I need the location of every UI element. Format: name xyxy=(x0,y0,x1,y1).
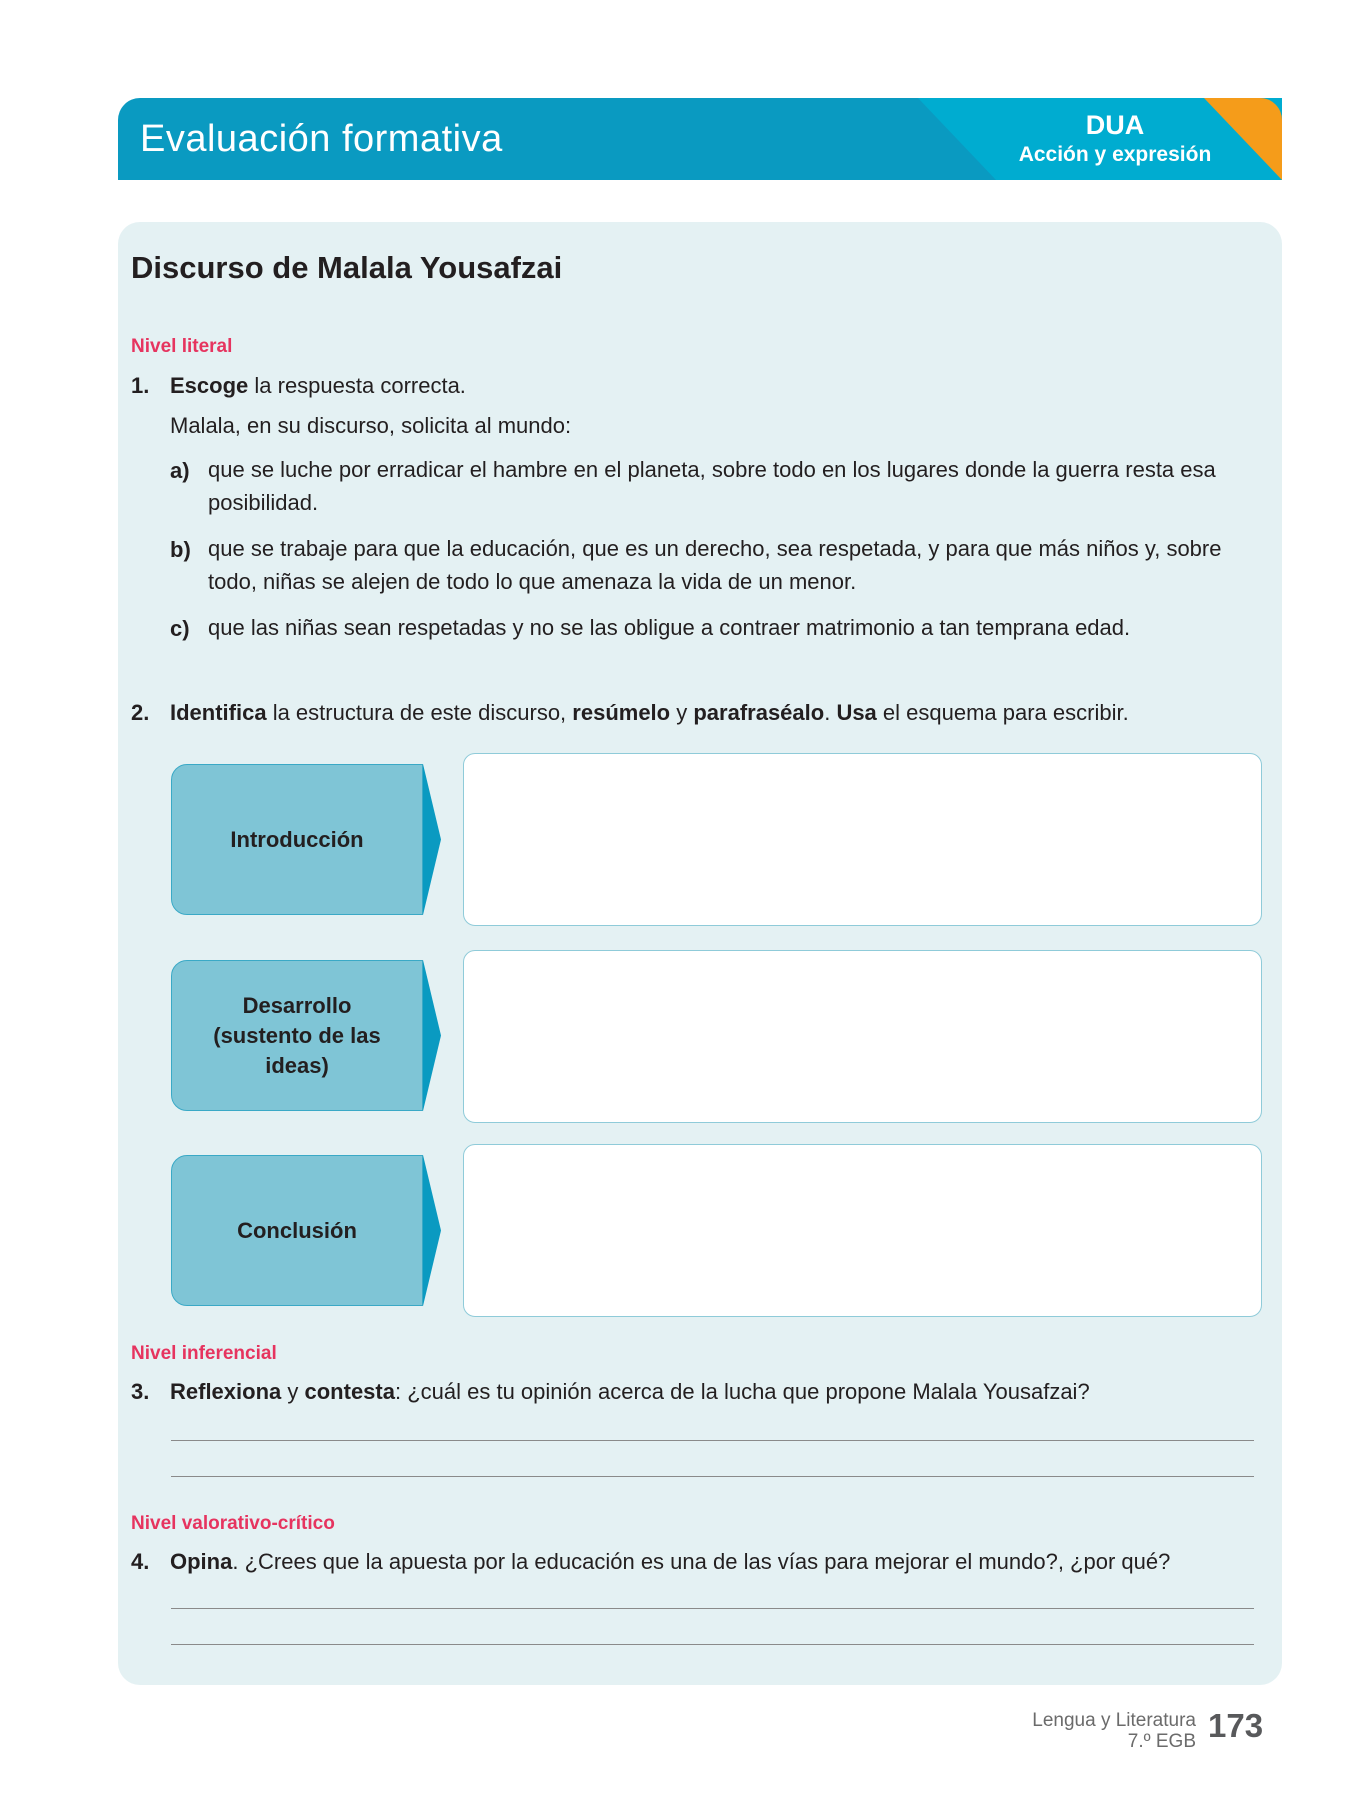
q1-number: 1. xyxy=(131,373,150,398)
scheme-tab-development: Desarrollo (sustento de las ideas) xyxy=(171,960,423,1111)
q4-instruction: Opina. ¿Crees que la apuesta por la educación es una de las vías para mejorar el mundo?, ¿por qué? xyxy=(170,1549,1171,1574)
option-a[interactable]: que se luche por erradicar el hambre en el planeta, sobre todo en los lugares donde la guerra resta esa posibilidad. xyxy=(208,457,1216,515)
level-inferential: Nivel inferencial xyxy=(131,1343,277,1364)
option-a-label[interactable]: a) xyxy=(170,458,190,483)
option-b[interactable]: que se trabaje para que la educación, que es un derecho, sea respetada, y para que más niños y, sobre todo, niñas se alejen de todo lo que amenaza la vida de un menor. xyxy=(208,536,1222,594)
q4-answer-line[interactable] xyxy=(171,1644,1254,1645)
dua-title: DUA xyxy=(1085,110,1145,140)
q3-answer-line[interactable] xyxy=(171,1440,1254,1441)
option-c[interactable]: que las niñas sean respetadas y no se las obligue a contraer matrimonio a tan temprana edad. xyxy=(208,615,1131,640)
section-title: Evaluación formativa xyxy=(140,118,503,160)
option-c-label[interactable]: c) xyxy=(170,616,190,641)
level-critical: Nivel valorativo-crítico xyxy=(131,1513,335,1534)
conclusion-answer-box[interactable] xyxy=(463,1144,1262,1317)
q4-number: 4. xyxy=(131,1549,150,1574)
footer-grade: 7.º EGB xyxy=(1127,1731,1196,1752)
activity-title: Discurso de Malala Yousafzai xyxy=(131,250,563,285)
footer-subject: Lengua y Literatura xyxy=(1032,1710,1196,1731)
option-b-label[interactable]: b) xyxy=(170,537,191,562)
q1-instruction: Escoge la respuesta correcta. xyxy=(170,373,466,398)
q3-answer-line[interactable] xyxy=(171,1476,1254,1477)
scheme-tab-introduction: Introducción xyxy=(171,764,423,915)
level-literal: Nivel literal xyxy=(131,336,233,357)
page-number: 173 xyxy=(1208,1707,1264,1744)
q1-prompt: Malala, en su discurso, solicita al mundo: xyxy=(170,413,572,438)
q4-answer-line[interactable] xyxy=(171,1608,1254,1609)
q3-number: 3. xyxy=(131,1379,150,1404)
introduction-answer-box[interactable] xyxy=(463,753,1262,926)
development-answer-box[interactable] xyxy=(463,950,1262,1123)
dua-subtitle: Acción y expresión xyxy=(1018,143,1212,166)
q2-instruction: Identifica la estructura de este discurso, resúmelo y parafraséalo. Usa el esquema para escribir. xyxy=(170,700,1129,725)
q3-instruction: Reflexiona y contesta: ¿cuál es tu opinión acerca de la lucha que propone Malala Yousafzai? xyxy=(170,1379,1090,1404)
scheme-tab-conclusion: Conclusión xyxy=(171,1155,423,1306)
q2-number: 2. xyxy=(131,700,150,725)
